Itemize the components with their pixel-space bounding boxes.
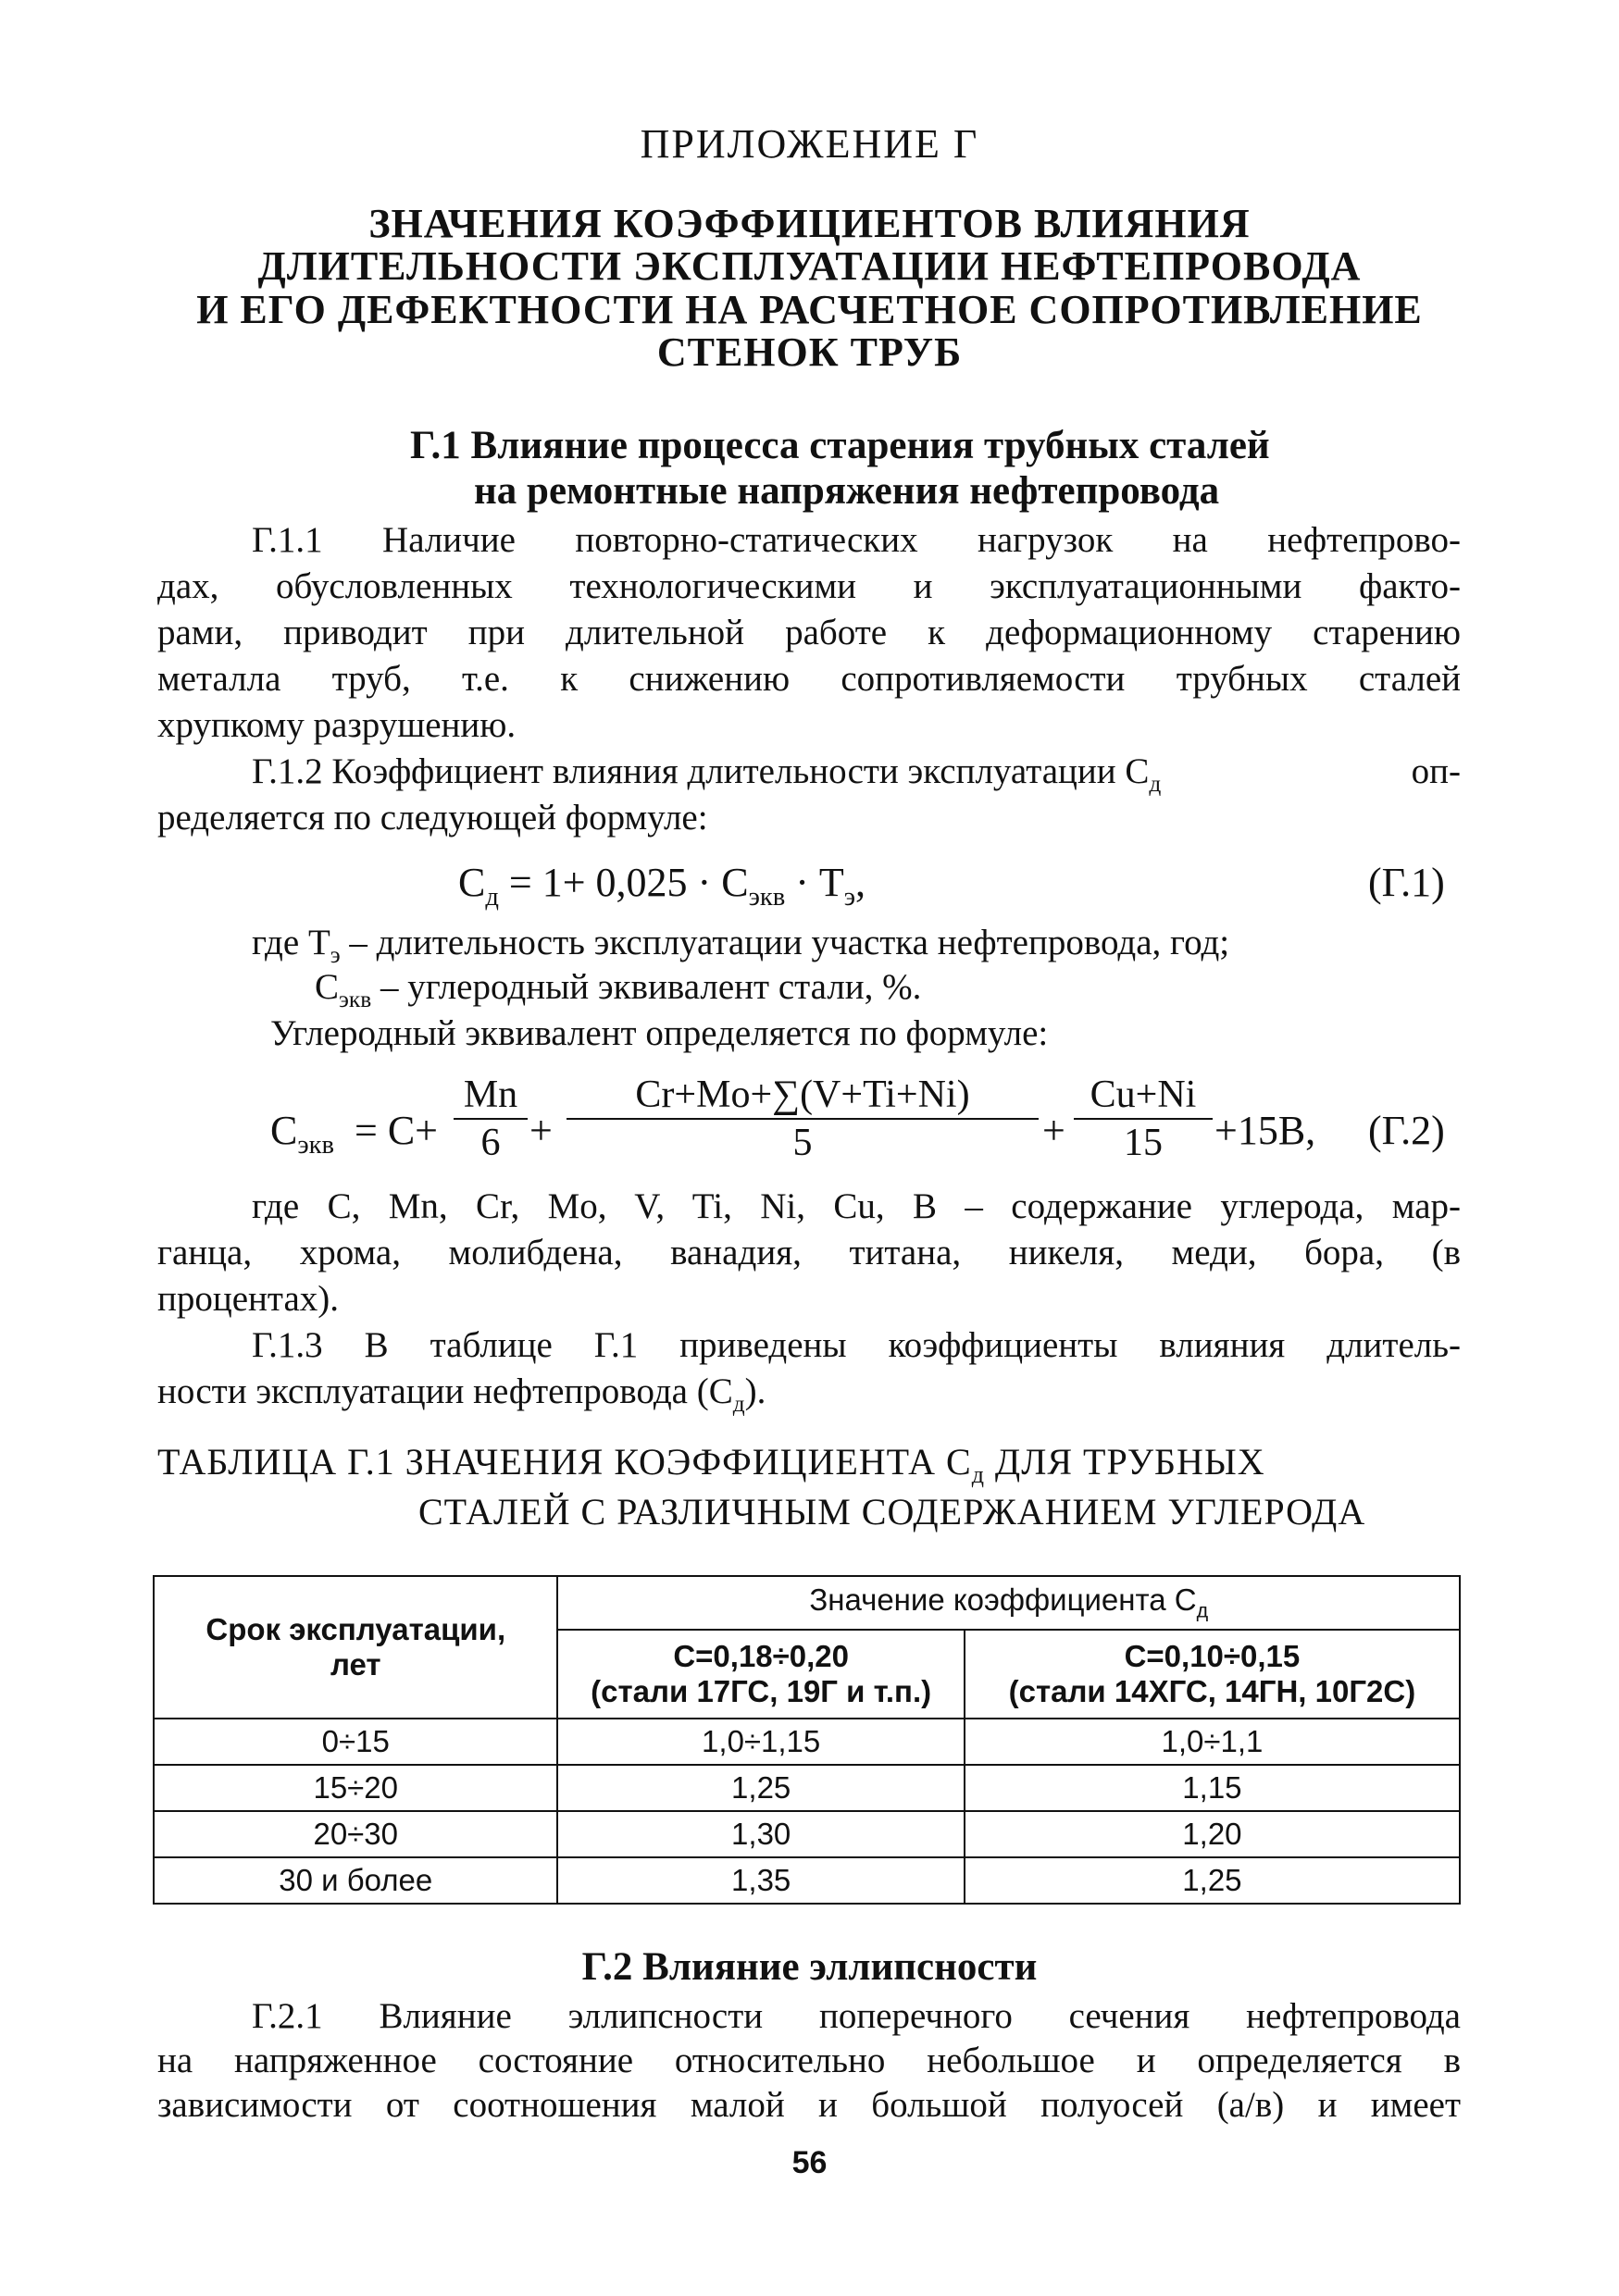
section-1-heading-line-2: на ремонтные напряжения нефтепровода xyxy=(474,469,1220,513)
header-text: (стали 14ХГС, 14ГН, 10Г2С) xyxy=(1008,1674,1416,1708)
formula-expression: · Т xyxy=(785,860,844,905)
equation-number-g1: (Г.1) xyxy=(1368,860,1445,905)
where2-line: процентах). xyxy=(157,1279,339,1319)
where-text: – длительность эксплуатации участка нефтепровода, год; xyxy=(340,923,1230,962)
formula-symbol: С xyxy=(458,860,486,905)
caption-text: ДЛЯ ТРУБНЫХ xyxy=(984,1441,1265,1483)
title-line-2: ДЛИТЕЛЬНОСТИ ЭКСПЛУАТАЦИИ НЕФТЕПРОВОДА xyxy=(257,243,1362,289)
fraction-bar xyxy=(1074,1118,1213,1120)
numerator: Cu+Ni xyxy=(1090,1074,1197,1116)
paragraph-g111-line: дах, обусловленных технологическими и эксплуатационными факто- xyxy=(157,566,1461,606)
table-cell: 1,35 xyxy=(557,1857,964,1904)
fraction-mn xyxy=(454,1074,528,1164)
fraction-cu-ni xyxy=(1074,1074,1213,1164)
table-cell: 1,30 xyxy=(557,1811,964,1857)
formula-g2-lhs xyxy=(270,1107,334,1160)
table-caption-line-1 xyxy=(157,1440,1265,1489)
paragraph-g112-text: Г.1.2 Коэффициент влияния длительности эксплуатации С xyxy=(252,751,1150,791)
paragraph-g21-line: на напряженное состояние относительно небольшое и определяется в xyxy=(157,2041,1461,2080)
group-header-coefficient xyxy=(557,1576,1460,1630)
paragraph-g112-line-2: ределяется по следующей формуле: xyxy=(157,798,708,838)
subscript: д xyxy=(485,883,499,912)
appendix-label: ПРИЛОЖЕНИЕ Г xyxy=(640,121,979,167)
formula-tail: +15B, xyxy=(1214,1108,1316,1153)
table-row xyxy=(154,1719,1460,1765)
header-text: С=0,18÷0,20 xyxy=(673,1639,849,1673)
table-caption-line-2: СТАЛЕЙ С РАЗЛИЧНЫМ СОДЕРЖАНИЕМ УГЛЕРОДА xyxy=(418,1491,1366,1533)
formula-expression: = 1+ 0,025 · С xyxy=(498,860,749,905)
header-text: Срок эксплуатации, xyxy=(205,1612,506,1646)
subscript: э xyxy=(843,883,856,912)
paragraph-g111-line: металла труб, т.е. к снижению сопротивляемости трубных сталей xyxy=(157,659,1461,699)
subheader-carbon-low xyxy=(965,1630,1460,1719)
header-text: С=0,10÷0,15 xyxy=(1124,1639,1301,1673)
table-cell: 1,0÷1,15 xyxy=(557,1719,964,1765)
subheader-carbon-high xyxy=(557,1630,964,1719)
table-row xyxy=(154,1811,1460,1857)
table-row xyxy=(154,1857,1460,1904)
subscript: д xyxy=(732,1390,745,1417)
table-cell: 15÷20 xyxy=(154,1765,557,1811)
where2-line: где С, Mn, Cr, Mo, V, Ti, Ni, Cu, B – содержание углерода, мар- xyxy=(252,1186,1461,1226)
paragraph-g113-text: ). xyxy=(744,1371,766,1411)
section-2-heading: Г.2 Влияние эллипсности xyxy=(581,1945,1038,1989)
header-text: (стали 17ГС, 19Г и т.п.) xyxy=(591,1674,932,1708)
paragraph-g111-line: хрупкому разрушению. xyxy=(157,705,517,745)
formula-plus: + xyxy=(529,1108,553,1153)
table-cell: 1,0÷1,1 xyxy=(965,1719,1460,1765)
title-line-4: СТЕНОК ТРУБ xyxy=(656,329,963,375)
formula-plus: + xyxy=(1042,1108,1065,1153)
paragraph-g111-line: рами, приводит при длительной работе к деформационному старению xyxy=(157,613,1461,652)
subscript: экв xyxy=(748,883,786,912)
column-header-service-life xyxy=(154,1576,557,1719)
denominator: 15 xyxy=(1124,1122,1163,1164)
formula-g2-eq: = С+ xyxy=(355,1108,438,1153)
table-cell: 1,25 xyxy=(557,1765,964,1811)
paragraph-g113-line-2 xyxy=(157,1370,766,1426)
fraction-bar xyxy=(454,1118,528,1120)
table-cell: 1,15 xyxy=(965,1765,1460,1811)
section-1-heading-line-1: Г.1 Влияние процесса старения трубных сталей xyxy=(410,424,1270,467)
page-number: 56 xyxy=(791,2145,828,2180)
paragraph-g113-text: ности эксплуатации нефтепровода (С xyxy=(157,1371,733,1411)
subscript: экв xyxy=(297,1131,335,1160)
table-cell: 30 и более xyxy=(154,1857,557,1904)
numerator: Cr+Mo+∑(V+Ti+Ni) xyxy=(635,1074,970,1116)
where-text: где Т xyxy=(252,923,330,962)
header-text: Значение коэффициента С xyxy=(809,1582,1197,1618)
paragraph-g21-line: зависимости от соотношения малой и большой полуосей (а/в) и имеет xyxy=(157,2085,1461,2125)
title-line-1: ЗНАЧЕНИЯ КОЭФФИЦИЕНТОВ ВЛИЯНИЯ xyxy=(368,201,1251,246)
subscript: экв xyxy=(339,986,372,1012)
subscript: э xyxy=(330,941,341,968)
formula-expression: , xyxy=(855,860,866,905)
paragraph-g113-line-1: Г.1.3 В таблице Г.1 приведены коэффициенты влияния длитель- xyxy=(252,1325,1461,1365)
carbon-intro: Углеродный эквивалент определяется по формуле: xyxy=(270,1013,1049,1053)
where2-line: ганца, хрома, молибдена, ванадия, титана, никеля, меди, бора, (в xyxy=(157,1233,1461,1272)
formula-g1 xyxy=(458,859,866,912)
table-row xyxy=(154,1765,1460,1811)
where-text: – углеродный эквивалент стали, %. xyxy=(371,967,922,1007)
caption-text: ТАБЛИЦА Г.1 ЗНАЧЕНИЯ КОЭФФИЦИЕНТА С xyxy=(157,1441,972,1483)
coefficient-table xyxy=(153,1575,1461,1905)
paragraph-g111-line: Г.1.1 Наличие повторно-статических нагрузок на нефтепрово- xyxy=(252,520,1461,560)
denominator: 6 xyxy=(480,1122,501,1164)
subscript: д xyxy=(1149,770,1162,797)
table-cell: 1,25 xyxy=(965,1857,1460,1904)
equation-number-g2: (Г.2) xyxy=(1368,1108,1445,1153)
header-text: лет xyxy=(330,1647,381,1682)
formula-symbol: С xyxy=(270,1108,298,1153)
subscript: д xyxy=(971,1461,985,1489)
table-cell: 0÷15 xyxy=(154,1719,557,1765)
subscript: д xyxy=(1196,1599,1209,1622)
numerator: Mn xyxy=(463,1074,518,1116)
paragraph-g21-line: Г.2.1 Влияние эллипсности поперечного сечения нефтепровода xyxy=(252,1996,1461,2036)
title-line-3: И ЕГО ДЕФЕКТНОСТИ НА РАСЧЕТНОЕ СОПРОТИВЛЕНИЕ xyxy=(196,287,1423,332)
denominator: 5 xyxy=(792,1122,813,1164)
fraction-cr-mo xyxy=(567,1074,1039,1164)
where-text: С xyxy=(315,967,340,1007)
paragraph-g112-hyphen: оп- xyxy=(1411,751,1461,791)
fraction-bar xyxy=(567,1118,1039,1120)
table-cell: 20÷30 xyxy=(154,1811,557,1857)
table-cell: 1,20 xyxy=(965,1811,1460,1857)
